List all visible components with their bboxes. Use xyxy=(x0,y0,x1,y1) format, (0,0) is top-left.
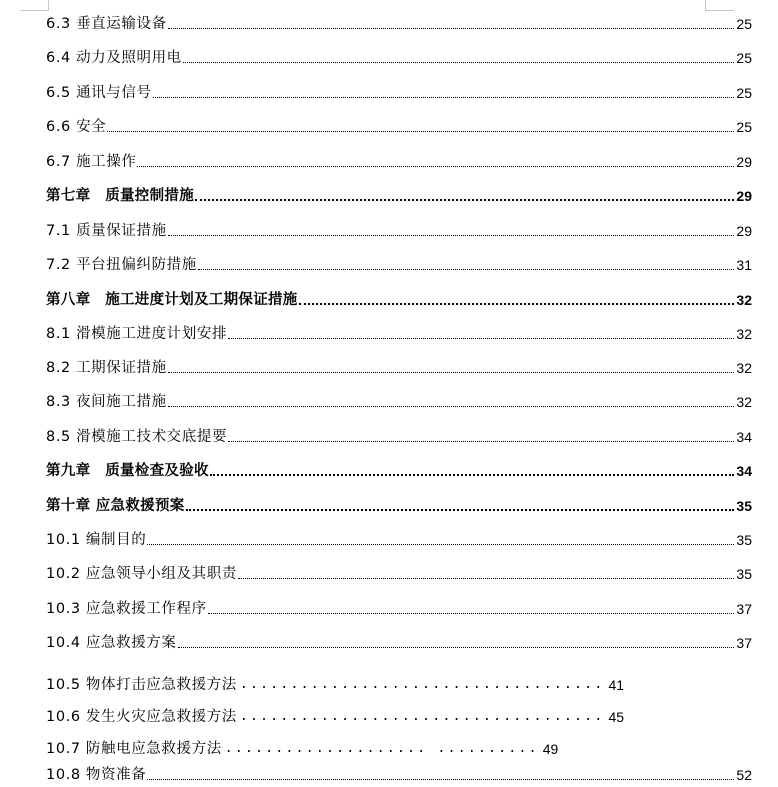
toc-entry-dot-leader xyxy=(228,338,734,339)
toc-entry[interactable] xyxy=(46,561,752,583)
toc-entry-dot-leader xyxy=(168,28,735,29)
toc-chapter-entry[interactable] xyxy=(46,183,752,205)
toc-entry-page-number: 31 xyxy=(736,257,752,273)
toc-entry-page-number: 35 xyxy=(736,532,752,548)
toc-entry-title: 10.6 发生火灾应急救援方法 xyxy=(46,709,237,725)
toc-entry-page-number: 34 xyxy=(736,463,752,479)
toc-entry-page-number: 29 xyxy=(736,154,752,170)
toc-entry-page-number: 35 xyxy=(736,566,752,582)
toc-entry-dot-leader xyxy=(208,613,735,614)
toc-entry-dot-leader xyxy=(147,544,734,545)
toc-entry-title: 10.7 防触电应急救援方法 xyxy=(46,741,222,757)
toc-entry-page-number: 35 xyxy=(736,498,752,514)
toc-entry-title: 8.1 滑模施工进度计划安排 xyxy=(46,326,228,342)
toc-entry[interactable] xyxy=(46,355,752,377)
toc-entry-dot-leader xyxy=(137,166,734,167)
toc-entry-page-number: 34 xyxy=(736,429,752,445)
toc-entry-title: 8.2 工期保证措施 xyxy=(46,360,167,376)
toc-entry[interactable] xyxy=(46,527,752,549)
toc-entry-page-number: 45 xyxy=(608,709,625,725)
toc-entry-dot-leader xyxy=(168,372,735,373)
toc-entry-dot-leader xyxy=(299,303,735,305)
toc-entry-title: 10.2 应急领导小组及其职责 xyxy=(46,566,237,582)
toc-entry-title: 6.7 施工操作 xyxy=(46,154,137,170)
toc-entry-title: 7.2 平台扭偏纠防措施 xyxy=(46,257,197,273)
toc-entry-dot-leader xyxy=(198,269,735,270)
toc-entry[interactable] xyxy=(46,252,752,274)
toc-entry[interactable] xyxy=(46,389,752,411)
toc-entry-dot-leader xyxy=(186,509,735,511)
toc-entry-title: 10.8 物资准备 xyxy=(46,767,147,783)
toc-entry-title: 6.4 动力及照明用电 xyxy=(46,50,182,66)
toc-entry-dot-leader xyxy=(153,97,735,98)
toc-chapter-entry[interactable] xyxy=(46,458,752,480)
toc-entry-title: 第九章 质量检查及验收 xyxy=(46,462,209,479)
toc-entry-title: 第七章 质量控制措施 xyxy=(46,187,194,204)
toc-entry[interactable] xyxy=(46,149,752,171)
toc-entry-title: 10.3 应急救援工作程序 xyxy=(46,601,207,617)
toc-entry-dot-leader xyxy=(228,441,734,442)
toc-chapter-entry[interactable] xyxy=(46,493,752,515)
toc-entry-page-number: 25 xyxy=(736,85,752,101)
toc-entry[interactable] xyxy=(46,114,752,136)
toc-entry-title: 6.6 安全 xyxy=(46,119,107,135)
toc-entry-page-number: 29 xyxy=(736,223,752,239)
toc-entry-dot-leader xyxy=(178,647,735,648)
toc-entry[interactable] xyxy=(46,736,558,758)
toc-entry-title: 10.4 应急救援方案 xyxy=(46,635,177,651)
toc-entry-dot-leader xyxy=(183,62,735,63)
toc-entry[interactable] xyxy=(46,45,752,67)
toc-entry-title: 第十章 应急救援预案 xyxy=(46,497,185,514)
toc-entry[interactable] xyxy=(46,80,752,102)
toc-entry-title: 8.5 滑模施工技术交底提要 xyxy=(46,429,228,445)
page-corner-mark-left xyxy=(20,0,49,11)
toc-entry-page-number: 32 xyxy=(736,360,752,376)
toc-entry-page-number: 32 xyxy=(736,292,752,308)
toc-entry-title: 8.3 夜间施工措施 xyxy=(46,394,167,410)
toc-entry[interactable] xyxy=(46,218,752,240)
toc-entry-page-number: 41 xyxy=(608,677,625,693)
toc-entry-dot-leader xyxy=(168,406,735,407)
toc-entry-page-number: 32 xyxy=(736,394,752,410)
toc-entry[interactable] xyxy=(46,672,624,694)
toc-entry[interactable] xyxy=(46,704,624,726)
toc-entry-dot-leader: .................................... xyxy=(239,709,605,724)
toc-entry[interactable] xyxy=(46,596,752,618)
toc-entry-dot-leader xyxy=(238,578,735,579)
toc-entry-page-number: 37 xyxy=(736,601,752,617)
toc-entry-title: 10.5 物体打击应急救援方法 xyxy=(46,677,237,693)
toc-entry[interactable] xyxy=(46,762,752,784)
toc-entry-page-number: 29 xyxy=(736,188,752,204)
toc-entry-page-number: 52 xyxy=(736,767,752,783)
toc-entry-title: 6.5 通讯与信号 xyxy=(46,85,152,101)
page-corner-mark-right xyxy=(705,0,734,11)
toc-entry-title: 7.1 质量保证措施 xyxy=(46,223,167,239)
toc-entry-dot-leader xyxy=(195,199,734,201)
toc-entry-page-number: 37 xyxy=(736,635,752,651)
toc-entry-page-number: 25 xyxy=(736,119,752,135)
toc-entry-dot-leader xyxy=(210,474,735,476)
toc-entry-title: 第八章 施工进度计划及工期保证措施 xyxy=(46,291,298,308)
toc-entry[interactable] xyxy=(46,11,752,33)
toc-entry[interactable] xyxy=(46,630,752,652)
toc-entry-title: 6.3 垂直运输设备 xyxy=(46,16,167,32)
toc-entry-dot-leader xyxy=(147,779,734,780)
toc-entry-page-number: 25 xyxy=(736,16,752,32)
toc-entry-title: 10.1 编制目的 xyxy=(46,532,147,548)
toc-entry-dot-leader: .................... .......... xyxy=(224,741,539,756)
toc-entry[interactable] xyxy=(46,424,752,446)
toc-entry[interactable] xyxy=(46,321,752,343)
toc-entry-page-number: 32 xyxy=(736,326,752,342)
toc-entry-dot-leader: .................................... xyxy=(239,677,605,692)
toc-entry-page-number: 49 xyxy=(542,741,559,757)
toc-chapter-entry[interactable] xyxy=(46,287,752,309)
toc-entry-dot-leader xyxy=(168,235,735,236)
toc-entry-dot-leader xyxy=(107,131,734,132)
toc-entry-page-number: 25 xyxy=(736,50,752,66)
